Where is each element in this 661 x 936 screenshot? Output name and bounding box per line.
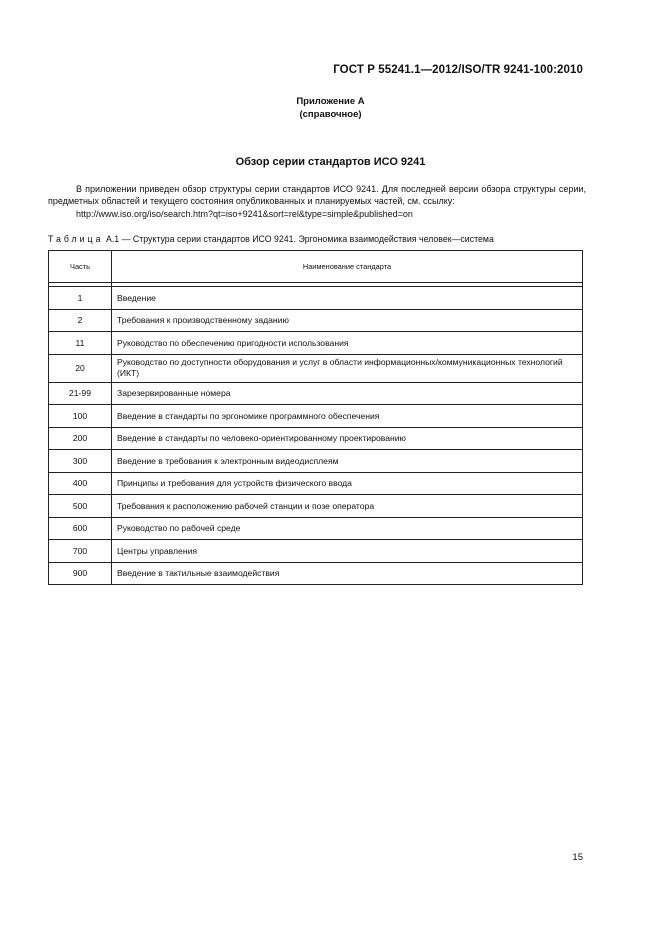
document-header: ГОСТ Р 55241.1—2012/ISO/TR 9241-100:2010 [333, 64, 583, 76]
table-caption-text: А.1 — Структура серии стандартов ИСО 9241. Эргономика взаимодействия человек—система [105, 234, 494, 244]
part-number: 200 [49, 427, 112, 450]
standard-name: Руководство по рабочей среде [112, 517, 583, 540]
part-number: 11 [49, 332, 112, 355]
header-part: Часть [49, 251, 112, 283]
table-row [49, 405, 583, 428]
table-row [49, 562, 583, 585]
standard-name: Введение [112, 287, 583, 310]
standard-name: Центры управления [112, 540, 583, 563]
table-row [49, 382, 583, 405]
part-number: 400 [49, 472, 112, 495]
appendix-heading [0, 95, 661, 121]
table-header-row [49, 251, 583, 283]
table-caption [48, 234, 608, 244]
table-row [49, 354, 583, 382]
table-row [49, 495, 583, 518]
table-row [49, 309, 583, 332]
table-row [49, 540, 583, 563]
intro-url: http://www.iso.org/iso/search.htm?qt=iso+9241&sort=rel&type=simple&published=on [76, 208, 413, 219]
appendix-title: Приложение А [296, 96, 365, 107]
table-row [49, 427, 583, 450]
standard-name: Руководство по доступности оборудования и услуг в области информационных/коммуникационных технологий (ИКТ) [112, 354, 583, 382]
table-row [49, 450, 583, 473]
standard-name: Введение в требования к электронным видеодисплеям [112, 450, 583, 473]
standard-name: Зарезервированные номера [112, 382, 583, 405]
section-title: Обзор серии стандартов ИСО 9241 [235, 156, 426, 168]
appendix-subtitle: (справочное) [299, 109, 362, 120]
table-row [49, 472, 583, 495]
intro-paragraph [48, 183, 586, 220]
part-number: 2 [49, 309, 112, 332]
part-number: 300 [49, 450, 112, 473]
part-number: 20 [49, 354, 112, 382]
header-name: Наименование стандарта [112, 251, 583, 283]
standard-name: Руководство по обеспечению пригодности использования [112, 332, 583, 355]
part-number: 1 [49, 287, 112, 310]
part-number: 600 [49, 517, 112, 540]
table-row [49, 517, 583, 540]
standard-name: Введение в стандарты по эргономике программного обеспечения [112, 405, 583, 428]
standards-table [48, 250, 583, 585]
standard-name: Принципы и требования для устройств физического ввода [112, 472, 583, 495]
page-number: 15 [572, 852, 583, 863]
table-caption-word: Таблица [48, 234, 104, 244]
part-number: 900 [49, 562, 112, 585]
standard-name: Требования к производственному заданию [112, 309, 583, 332]
standard-name: Введение в тактильные взаимодействия [112, 562, 583, 585]
part-number: 100 [49, 405, 112, 428]
part-number: 21-99 [49, 382, 112, 405]
part-number: 500 [49, 495, 112, 518]
part-number: 700 [49, 540, 112, 563]
table-row [49, 287, 583, 310]
table-row [49, 332, 583, 355]
intro-text: В приложении приведен обзор структуры серии стандартов ИСО 9241. Для последней версии обзора структуры серии, предметных областей и текущего состояния опубликованных и планируемых частей, см. ссылку: [48, 184, 586, 207]
standard-name: Требования к расположению рабочей станции и позе оператора [112, 495, 583, 518]
standard-name: Введение в стандарты по человеко-ориентированному проектированию [112, 427, 583, 450]
